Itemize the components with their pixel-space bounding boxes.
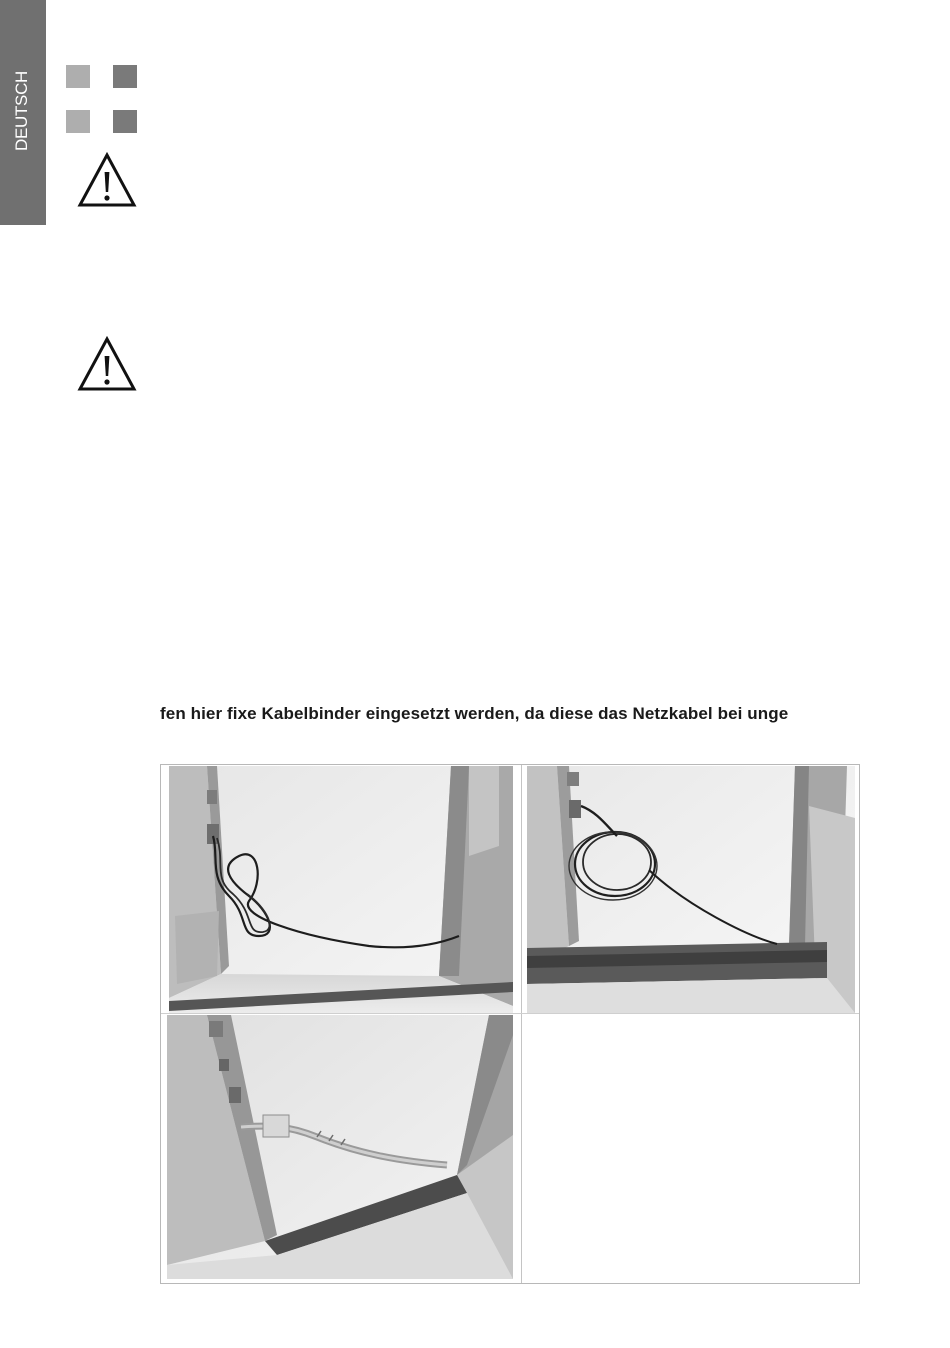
warning-triangle-icon bbox=[77, 152, 137, 208]
grid-divider-horizontal bbox=[161, 1013, 859, 1014]
decor-square bbox=[66, 65, 90, 88]
language-tab-label-wrap bbox=[2, 66, 42, 156]
photo-cable-loop bbox=[527, 766, 855, 1013]
photo-cable-bundled bbox=[167, 1015, 513, 1279]
body-text-line: fen hier fixe Kabelbinder eingesetzt werden, da diese das Netzkabel bei unge bbox=[160, 704, 789, 723]
language-tab bbox=[0, 0, 46, 225]
decor-square bbox=[113, 65, 137, 88]
grid-divider-vertical bbox=[521, 765, 522, 1283]
photo-cable-figure-eight bbox=[169, 766, 513, 1013]
language-label: DEUTSCH bbox=[12, 70, 32, 152]
decor-square bbox=[66, 110, 90, 133]
warning-triangle-icon bbox=[77, 336, 137, 392]
photo-grid bbox=[160, 764, 860, 1284]
decor-square bbox=[113, 110, 137, 133]
